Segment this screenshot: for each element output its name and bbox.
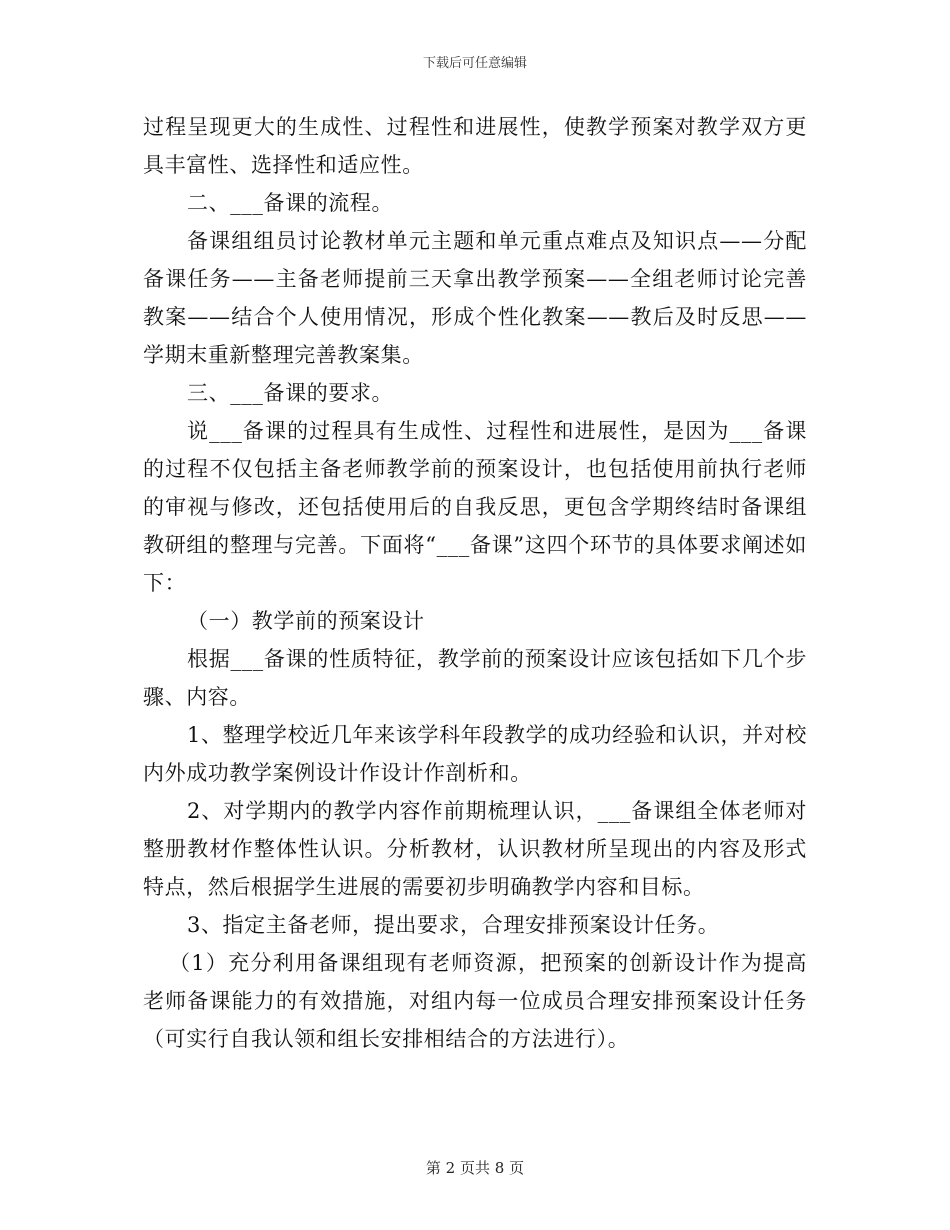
paragraph-process-flow: 备课组组员讨论教材单元主题和单元重点难点及知识点——分配备课任务——主备老师提前三天拿出教学预案——全组老师讨论完善教案——结合个人使用情况，形成个性化教案——教后及时反思——学期末重新整理完善教案集。 xyxy=(143,229,807,367)
paragraph-continuation: 过程呈现更大的生成性、过程性和进展性，使教学预案对教学双方更具丰富性、选择性和适应性。 xyxy=(143,115,807,177)
paragraph-pre-teaching-steps: 根据___备课的性质特征，教学前的预案设计应该包括如下几个步骤、内容。 xyxy=(143,647,807,709)
page-number-footer: 第 2 页共 8 页 xyxy=(425,1159,525,1177)
section-heading-requirements: 三、___备课的要求。 xyxy=(187,381,394,405)
document-body xyxy=(143,108,807,1058)
subsection-heading-pre-teaching: （一）教学前的预案设计 xyxy=(187,609,425,633)
list-item-1: 1、整理学校近几年来该学科年段教学的成功经验和认识，并对校内外成功教学案例设计作设计作剖析和。 xyxy=(143,723,807,785)
list-item-3: 3、指定主备老师，提出要求，合理安排预案设计任务。 xyxy=(187,913,720,937)
section-heading-process: 二、___备课的流程。 xyxy=(187,191,394,215)
paragraph-requirements-intro: 说___备课的过程具有生成性、过程性和进展性，是因为___备课的过程不仅包括主备老师教学前的预案设计，也包括使用前执行老师的审视与修改，还包括使用后的自我反思，更包含学期终结时备课组教研组的整理与完善。下面将“___备课”这四个环节的具体要求阐述如下： xyxy=(143,419,807,595)
sub-list-item-1: （1）充分利用备课组现有老师资源，把预案的创新设计作为提高老师备课能力的有效措施，对组内每一位成员合理安排预案设计任务（可实行自我认领和组长安排相结合的方法进行）。 xyxy=(143,951,807,1051)
page-header: 下载后可任意编辑 xyxy=(422,56,527,71)
list-item-2: 2、对学期内的教学内容作前期梳理认识，___备课组全体老师对整册教材作整体性认识。分析教材，认识教材所呈现出的内容及形式特点，然后根据学生进展的需要初步明确教学内容和目标。 xyxy=(143,799,807,899)
